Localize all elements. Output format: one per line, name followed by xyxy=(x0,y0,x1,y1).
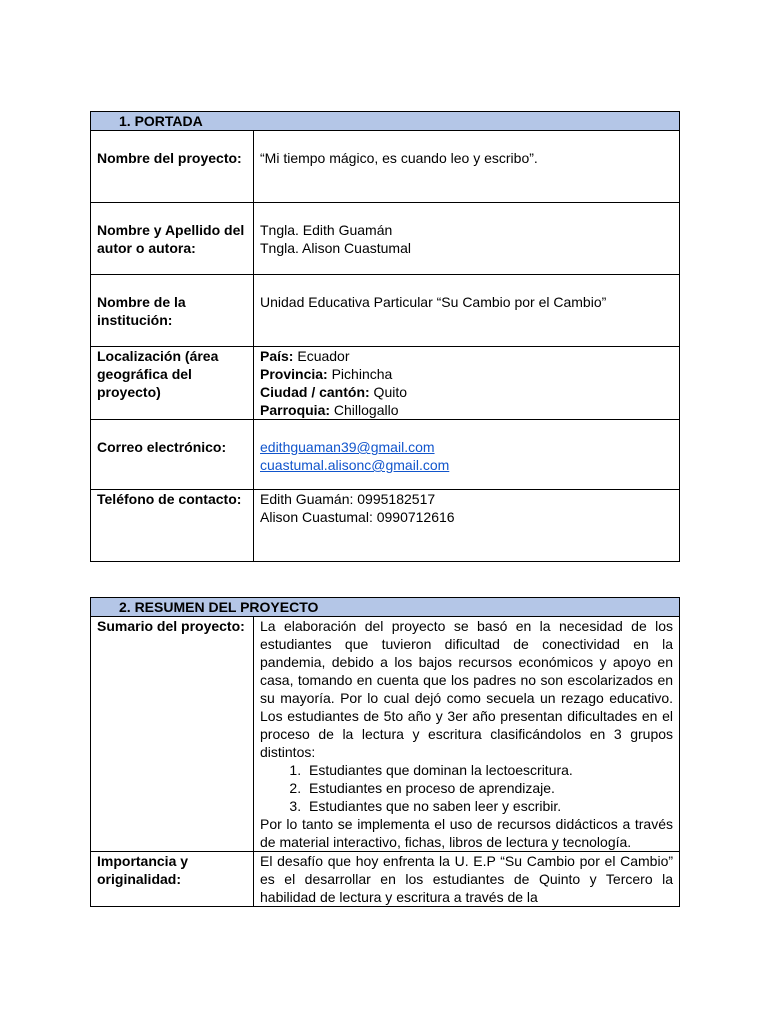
location-parish: Parroquia: Chillogallo xyxy=(260,402,399,418)
author-2: Tngla. Alison Cuastumal xyxy=(260,240,411,256)
author-1: Tngla. Edith Guamán xyxy=(260,222,393,238)
row-location xyxy=(91,347,680,420)
value-phone xyxy=(254,490,680,562)
label-authors: Nombre y Apellido del autor o autora: xyxy=(91,203,254,275)
email-link-2[interactable]: cuastumal.alisonc@gmail.com xyxy=(260,457,450,473)
location-province: Provincia: Pichincha xyxy=(260,366,393,382)
summary-table xyxy=(90,597,680,907)
label-phone: Teléfono de contacto: xyxy=(91,490,254,562)
section-header-cover: 1. PORTADA xyxy=(91,112,680,131)
label-location: Localización (área geográfica del proyecto) xyxy=(91,347,254,420)
location-city: Ciudad / cantón: Quito xyxy=(260,384,408,400)
row-importance xyxy=(91,852,680,907)
phone-2: Alison Cuastumal: 0990712616 xyxy=(260,509,455,525)
groups-list xyxy=(260,761,673,815)
value-authors xyxy=(254,203,680,275)
list-item: 3. Estudiantes que no saben leer y escribir. xyxy=(305,797,673,815)
cover-table xyxy=(90,111,680,562)
summary-intro: La elaboración del proyecto se basó en la necesidad de los estudiantes que tuvieron dificultad de conectividad en la pandemia, debido a los bajos recursos económicos y apoyo en casa, tomando en cuenta que los padres no son escolarizados en su mayoría. Por lo cual dejó como secuela un rezago educativo. Los estudiantes de 5to año y 3er año presentan dificultades en el proceso de la lectura y escritura clasificándolos en 3 grupos distintos: xyxy=(260,618,674,760)
summary-closing: Por lo tanto se implementa el uso de recursos didácticos a través de material interactivo, fichas, libros de lectura y tecnología. xyxy=(260,816,674,850)
label-email: Correo electrónico: xyxy=(91,420,254,490)
value-project-name: “Mi tiempo mágico, es cuando leo y escribo”. xyxy=(254,131,680,203)
row-authors xyxy=(91,203,680,275)
list-item: 2. Estudiantes en proceso de aprendizaje. xyxy=(305,779,673,797)
row-email xyxy=(91,420,680,490)
value-summary xyxy=(254,617,680,852)
value-institution: Unidad Educativa Particular “Su Cambio por el Cambio” xyxy=(254,275,680,347)
value-location xyxy=(254,347,680,420)
list-item: 1. Estudiantes que dominan la lectoescritura. xyxy=(305,761,673,779)
row-project-name xyxy=(91,131,680,203)
value-importance: El desafío que hoy enfrenta la U. E.P “Su Cambio por el Cambio” es el desarrollar en los estudiantes de Quinto y Tercero la habilidad de lectura y escritura a través de la xyxy=(254,852,680,907)
label-importance: Importancia y originalidad: xyxy=(91,852,254,907)
location-country: País: Ecuador xyxy=(260,348,350,364)
section-header-summary: 2. RESUMEN DEL PROYECTO xyxy=(91,598,680,617)
phone-1: Edith Guamán: 0995182517 xyxy=(260,491,436,507)
label-institution: Nombre de la institución: xyxy=(91,275,254,347)
label-project-name: Nombre del proyecto: xyxy=(91,131,254,203)
row-institution xyxy=(91,275,680,347)
value-email xyxy=(254,420,680,490)
row-summary xyxy=(91,617,680,852)
email-link-1[interactable]: edithguaman39@gmail.com xyxy=(260,439,435,455)
row-phone xyxy=(91,490,680,562)
label-summary: Sumario del proyecto: xyxy=(91,617,254,852)
